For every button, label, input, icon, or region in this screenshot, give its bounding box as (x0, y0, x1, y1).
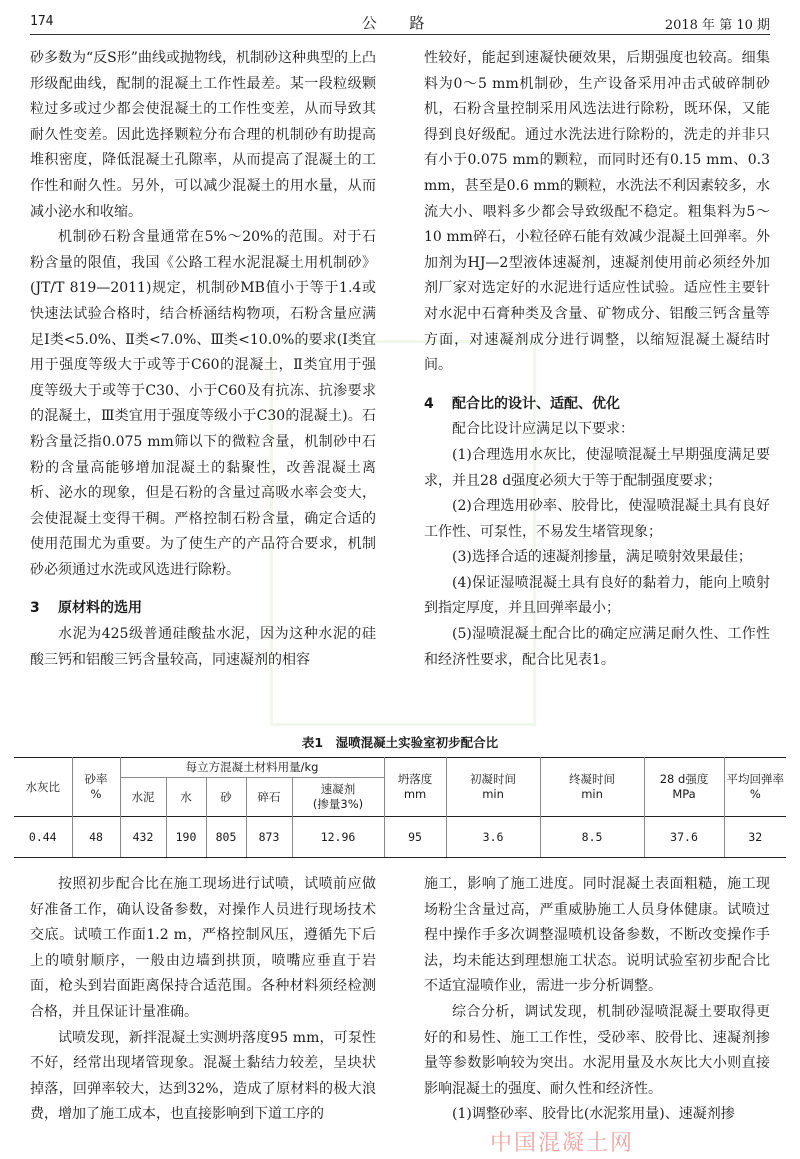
page-header (30, 10, 770, 35)
table-cell: 190 (166, 817, 206, 858)
header-water: 水 (166, 778, 206, 817)
header-strength: 28 d强度 MPa (644, 758, 724, 817)
table-cell: 32 (724, 817, 786, 858)
section-number: 4 (424, 395, 434, 412)
section-number: 3 (30, 600, 40, 617)
header-cement: 水泥 (120, 778, 166, 817)
table-cell: 8.5 (540, 817, 644, 858)
table-cell: 873 (246, 817, 292, 858)
header-final-set: 终凝时间 min (540, 758, 644, 817)
list-item: (5)湿喷混凝土配合比的确定应满足耐久性、工作性和经济性要求，配合比见表1。 (424, 626, 770, 668)
header-sand: 砂 (206, 778, 246, 817)
paragraph: 砂多数为“反S形”曲线或抛物线，机制砂这种典型的上凸形级配曲线，配制的混凝土工作性最差。某一段粒级颗粒过多或过少都会使混凝土的工作性变差，从而导致其耐久性变差。因此选择颗粒分布合理的机制砂有助提高堆积密度，降低混凝土孔隙率，从而提高了混凝土的工作性和耐久性。另外，可以减少混凝土的用水量，从而减小泌水和收缩。 (30, 50, 376, 220)
right-column-lower (424, 872, 770, 1128)
header-gravel: 碎石 (246, 778, 292, 817)
header-sand-ratio: 砂率 % (72, 758, 120, 817)
left-column-lower (30, 872, 376, 1128)
table-cell: 37.6 (644, 817, 724, 858)
page-number: 174 (30, 14, 54, 29)
mix-ratio-table-block (14, 733, 786, 858)
list-item: (4)保证湿喷混凝土具有良好的黏着力，能向上喷射到指定厚度，并且回弹率最小； (424, 574, 770, 617)
paragraph: 配合比设计应满足以下要求： (452, 421, 634, 438)
list-item: (1)合理选用水灰比，使湿喷混凝土早期强度满足要求，并且28 d强度必须大于等于配制强度要求； (424, 446, 770, 489)
section-heading-4 (424, 392, 770, 418)
mix-ratio-table (14, 757, 786, 858)
header-accelerator: 速凝剂 (掺量3%) (292, 778, 384, 817)
issue-label: 2018 年 第 10 期 (664, 18, 770, 33)
paragraph: (1)调整砂率、胶骨比(水泥浆用量)、速凝剂掺 (452, 1106, 735, 1123)
table-caption: 表1 湿喷混凝土实验室初步配合比 (301, 735, 499, 750)
paragraph: 试喷发现，新拌混凝土实测坍落度95 mm，可泵性不好，经常出现堵管现象。混凝土黏结力较差，呈块状掉落，回弹率较大，达到32%，造成了原材料的极大浪费，增加了施工成本，也直接影响到下道工序的 (30, 1029, 376, 1123)
header-material-group: 每立方混凝土材料用量/kg (120, 758, 384, 778)
header-initial-set: 初凝时间 min (446, 758, 540, 817)
header-rebound: 平均回弹率 % (724, 758, 786, 817)
table-cell: 432 (120, 817, 166, 858)
table-cell: 3.6 (446, 817, 540, 858)
paragraph: 水泥为425级普通硅酸盐水泥，因为这种水泥的硅酸三钙和铝酸三钙含量较高，同速凝剂的相容 (30, 626, 376, 668)
site-watermark: 中国混凝土网 (490, 1131, 635, 1156)
list-item: (2)合理选用砂率、胶骨比，使湿喷混凝土具有良好工作性、可泵性，不易发生堵管现象； (424, 498, 770, 540)
section-heading-3 (30, 596, 376, 622)
table-cell: 12.96 (292, 817, 384, 858)
paragraph: 机制砂石粉含量通常在5%～20%的范围。对于石粉含量的限值，我国《公路工程水泥混凝土用机制砂》(JT/T 819—2011)规定，机制砂MB值小于等于1.4或快速法试验合格时，结合桥涵结构物项，石粉含量应满足Ⅰ类<5.0%、Ⅱ类<7.0%、Ⅲ类<10.0%的要求(Ⅰ类宜用于强度等级大于或等于C60的混凝土，Ⅱ类宜用于强度等级大于或等于C30、小于C60及有抗冻、抗渗要求的混凝土，Ⅲ类宜用于强度等级小于C30的混凝土)。石粉含量泛指0.075 mm筛以下的微粒含量，机制砂中石粉的含量高能够增加混凝土的黏聚性，改善混凝土离析、泌水的现象，但是石粉的含量过高吸水率会变大，会使混凝土变得干稠。严格控制石粉含量，确定合适的使用范围尤为重要。为了使生产的产品符合要求，机制砂必须通过水洗或风选进行除粉。 (30, 229, 376, 578)
right-column (424, 46, 770, 673)
header-slump: 坍落度 mm (384, 758, 446, 817)
header-wc: 水灰比 (14, 758, 72, 817)
paragraph: 按照初步配合比在施工现场进行试喷，试喷前应做好准备工作，确认设备参数，对操作人员进行现场技术交底。试喷工作面1.2 m，严格控制风压，遵循先下后上的喷射顺序，一般由边墙到拱顶，喷嘴应垂直于岩面，枪头到岩面距离保持合适范围。各种材料须经检测合格，并且保证计量准确。 (30, 876, 376, 1020)
table-cell: 0.44 (14, 817, 72, 858)
paragraph: 性较好，能起到速凝快硬效果，后期强度也较高。细集料为0～5 mm机制砂，生产设备采用冲击式破碎制砂机，石粉含量控制采用风选法进行除粉，既环保，又能得到良好级配。通过水洗法进行除粉的，洗走的并非只有小于0.075 mm的颗粒，而同时还有0.15 mm、0.3 mm，甚至是0.6 mm的颗粒，水洗法不利因素较多，水流大小、喂料多少都会导致级配不稳定。粗集料为5～10 mm碎石，小粒径碎石能有效减少混凝土回弹率。外加剂为HJ—2型液体速凝剂，速凝剂使用前必须经外加剂厂家对选定好的水泥进行适应性试验。适应性主要针对水泥中石膏种类及含量、矿物成分、铝酸三钙含量等方面，对速凝剂成分进行调整，以缩短混凝土凝结时间。 (424, 50, 770, 374)
table-row (14, 817, 786, 858)
left-column (30, 46, 376, 673)
paragraph: 施工，影响了施工进度。同时混凝土表面粗糙，施工现场粉尘含量过高，严重威胁施工人员身体健康。试喷过程中操作手多次调整湿喷机设备参数，不断改变操作手法，均未能达到理想施工状态。说明试验室初步配合比不适宜湿喷作业，需进一步分析调整。 (424, 876, 770, 995)
section-title: 配合比的设计、适配、优化 (452, 395, 620, 412)
section-title: 原材料的选用 (58, 600, 142, 617)
list-item: (3)选择合适的速凝剂掺量，满足喷射效果最佳； (452, 549, 752, 566)
paragraph: 综合分析，调试发现，机制砂湿喷混凝土要取得更好的和易性、施工工作性，受砂率、胶骨比、速凝剂掺量等参数影响较为突出。水泥用量及水灰比大小则直接影响混凝土的强度、耐久性和经济性。 (424, 1003, 770, 1097)
table-cell: 48 (72, 817, 120, 858)
journal-title: 公 路 (361, 14, 439, 32)
table-cell: 95 (384, 817, 446, 858)
table-cell: 805 (206, 817, 246, 858)
